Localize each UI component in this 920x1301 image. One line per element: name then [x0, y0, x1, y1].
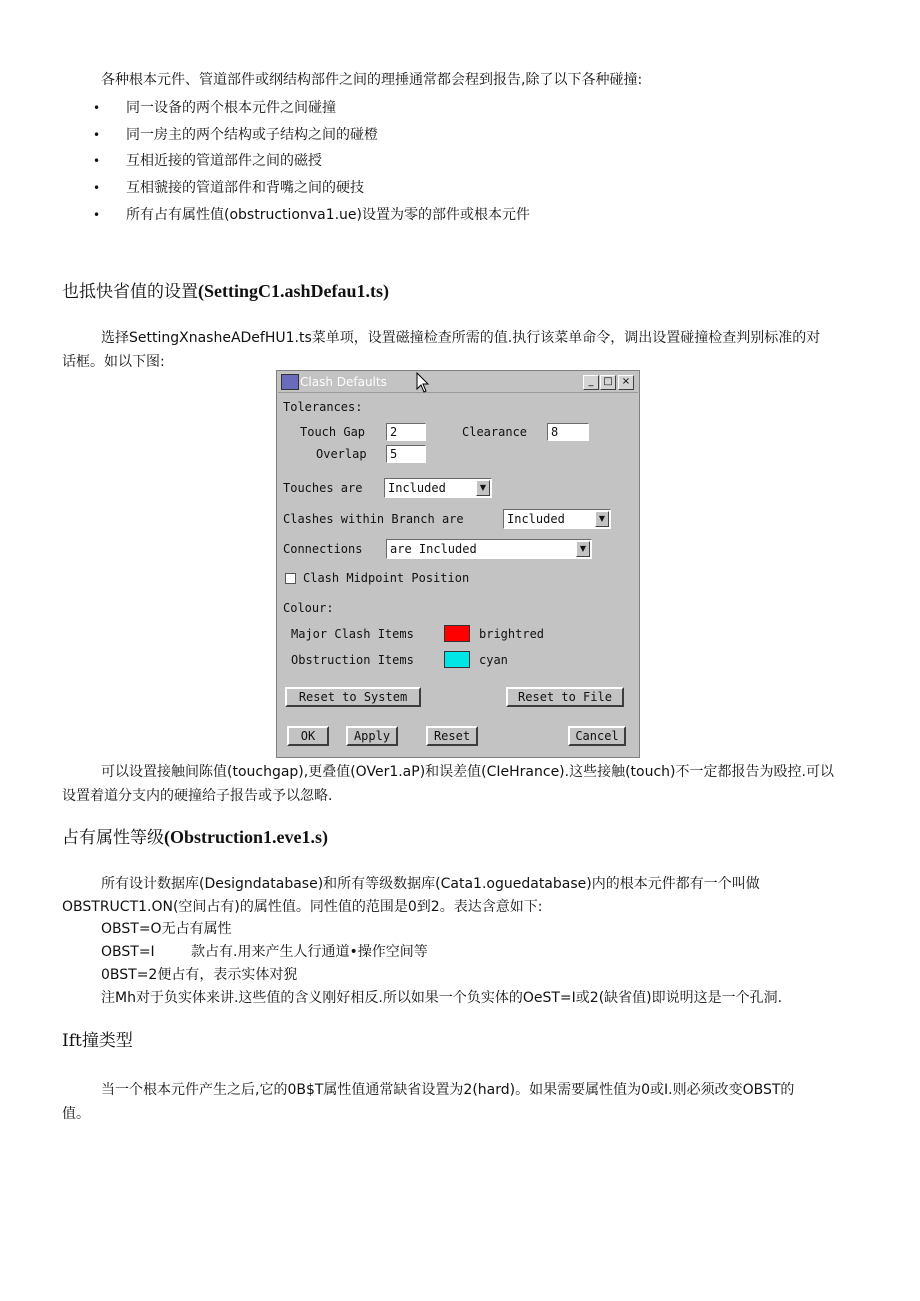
bullet-dot: •	[93, 128, 101, 142]
bullet-dot: •	[93, 154, 101, 168]
obst-2-line: 0BST=2便占有，表示实体对猊	[101, 967, 298, 983]
bullet-item-3: 互相近接的管道部件之间的磁授	[126, 153, 322, 169]
touches-value: Included	[388, 481, 446, 495]
section1-para-line2: 话框。如以下图:	[62, 354, 165, 370]
chevron-down-icon[interactable]: ▼	[576, 541, 590, 557]
after-dialog-line1: 可以设置接触间陈值(touchgap),更叠值(OVer1.aP)和误差值(CIeHrance).这些接触(touch)不一定都报告为殴控.可以	[101, 764, 834, 780]
minimize-button[interactable]: _	[583, 375, 599, 390]
major-clash-colour-swatch[interactable]	[444, 625, 470, 642]
bullet-dot: •	[93, 181, 101, 195]
section1-para-line1: 选择SettingXnasheADefHU1.ts菜单项，设置磁撞检查所需的值.执行该菜单命令，调出设置碰撞检查判别标准的对	[101, 330, 821, 346]
app-icon	[281, 374, 299, 390]
obst-1-desc: 款占有.用来产生人行通道•操作空间等	[191, 944, 428, 960]
obstruction-colour-swatch[interactable]	[444, 651, 470, 668]
ok-button[interactable]: OK	[287, 726, 329, 746]
intro-text: 各种根本元件、管道部件或纲结构部件之间的理捶通常都会程到报告,除了以下各种碰撞:	[101, 72, 643, 88]
reset-to-file-button[interactable]: Reset to File	[506, 687, 624, 707]
midpoint-checkbox[interactable]	[285, 573, 296, 584]
clearance-input[interactable]: 8	[547, 423, 589, 441]
section-heading-obstruction-levels	[62, 826, 328, 849]
section3-para-line1: 当一个根本元件产生之后,它的0B$T属性值通常缺省设置为2(hard)。如果需要属性值为0或I.则必须改变OBST的	[101, 1082, 795, 1098]
clashes-branch-label: Clashes within Branch are	[283, 512, 464, 526]
close-button[interactable]: ×	[618, 375, 634, 390]
clash-defaults-dialog	[276, 370, 640, 758]
clearance-label: Clearance	[462, 425, 528, 439]
clashes-branch-value: Included	[507, 512, 565, 526]
connections-label: Connections	[283, 542, 363, 556]
chevron-down-icon[interactable]: ▼	[595, 511, 609, 527]
section3-para-line2: 值。	[62, 1106, 90, 1122]
obstruction-colour-name: cyan	[479, 653, 508, 667]
cancel-button[interactable]: Cancel	[568, 726, 626, 746]
bullet-item-2: 同一房主的两个结构或子结构之间的碰橙	[126, 127, 378, 143]
dialog-title: Clash Defaults	[300, 375, 387, 389]
heading-en: (Obstruction1.eve1.s)	[164, 827, 328, 847]
clashes-branch-select[interactable]	[503, 509, 611, 529]
reset-to-system-button[interactable]: Reset to System	[285, 687, 421, 707]
obstruction-label: Obstruction Items	[291, 653, 414, 667]
bullet-item-1: 同一设备的两个根本元件之间碰撞	[126, 100, 336, 116]
overlap-label: Overlap	[316, 447, 367, 461]
section-heading-clash-defaults	[62, 280, 389, 303]
bullet-dot: •	[93, 101, 101, 115]
bullet-item-4: 互相虢接的管道部件和背嘴之间的硬技	[126, 180, 364, 196]
connections-value: are Included	[390, 542, 477, 556]
tolerances-label: Tolerances:	[283, 400, 363, 414]
reset-button[interactable]: Reset	[426, 726, 478, 746]
note-line: 注Mh对于负实体来讲.这些值的含义刚好相反.所以如果一个负实体的OeST=I或2(缺省值)即说明这是一个孔洞.	[101, 990, 783, 1006]
heading-en: (SettingC1.ashDefau1.ts)	[198, 281, 389, 301]
dialog-titlebar[interactable]	[278, 372, 638, 393]
overlap-input[interactable]: 5	[386, 445, 426, 463]
obst-1-code: OBST=I	[101, 944, 155, 960]
bullet-dot: •	[93, 208, 101, 222]
major-clash-label: Major Clash Items	[291, 627, 414, 641]
colour-label: Colour:	[283, 601, 334, 615]
midpoint-label: Clash Midpoint Position	[303, 571, 470, 585]
heading-cn: 也抵快省值的设置	[62, 282, 198, 302]
obst-0-line: OBST=O无占有属性	[101, 921, 232, 937]
apply-button[interactable]: Apply	[346, 726, 398, 746]
touch-gap-input[interactable]: 2	[386, 423, 426, 441]
major-clash-colour-name: brightred	[479, 627, 545, 641]
touches-select[interactable]	[384, 478, 492, 498]
section-heading-clash-types: Ift撞类型	[62, 1031, 133, 1051]
connections-select[interactable]	[386, 539, 592, 559]
maximize-button[interactable]: □	[600, 375, 616, 390]
section2-para-line2: OBSTRUCT1.ON(空间占有)的属性值。同性值的范围是0到2。表达含意如下:	[62, 899, 543, 915]
section2-para-line1: 所有设计数据库(Designdatabase)和所有等级数据库(Cata1.oguedatabase)内的根本元件都有一个叫做	[101, 876, 760, 892]
chevron-down-icon[interactable]: ▼	[476, 480, 490, 496]
touches-label: Touches are	[283, 481, 363, 495]
after-dialog-line2: 设置着道分支内的硬撞给子报告或予以忽略.	[62, 788, 333, 804]
heading-cn: 占有属性等级	[62, 828, 164, 848]
mouse-cursor-icon	[416, 372, 430, 394]
bullet-item-5: 所有占有属性值(obstructionva1.ue)设置为零的部件或根本元件	[126, 207, 531, 223]
touch-gap-label: Touch Gap	[300, 425, 366, 439]
